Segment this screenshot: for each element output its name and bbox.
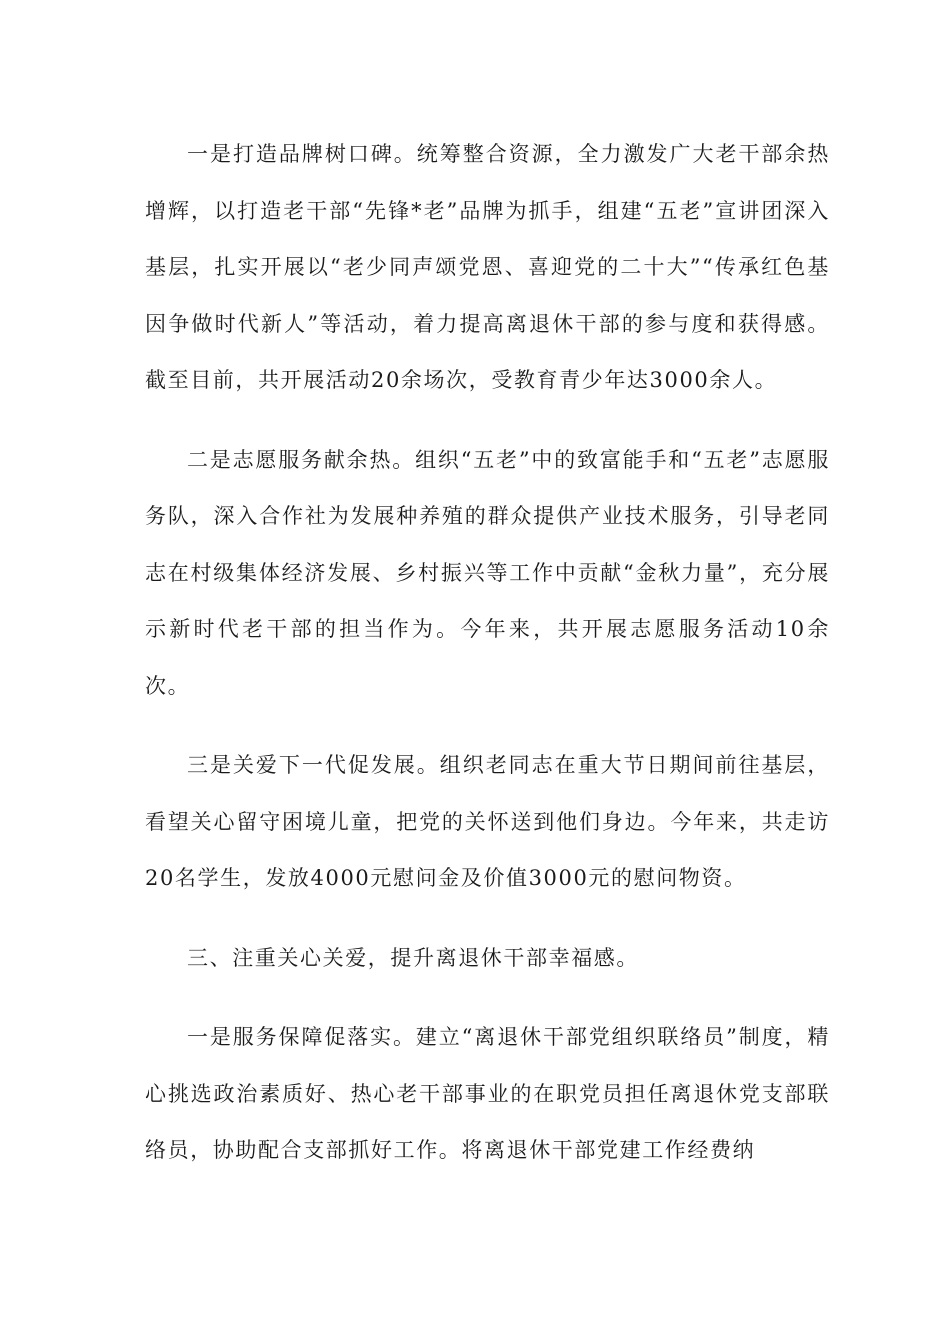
- paragraph-brand-building: 一是打造品牌树口碑。统筹整合资源，全力激发广大老干部余热增辉，以打造老干部“先锋*老”品牌为抓手，组建“五老”宣讲团深入基层，扎实开展以“老少同声颂党恩、喜迎党的二十大”“传承红色基因争做时代新人”等活动，着力提高离退休干部的参与度和获得感。截至目前，共开展活动20余场次，受教育青少年达3000余人。: [145, 142, 830, 392]
- paragraph-volunteer-service: 二是志愿服务献余热。组织“五老”中的致富能手和“五老”志愿服务队，深入合作社为发展种养殖的群众提供产业技术服务，引导老同志在村级集体经济发展、乡村振兴等工作中贡献“金秋力量”，充分展示新时代老干部的担当作为。今年来，共开展志愿服务活动10余次。: [145, 447, 830, 698]
- paragraph-service-guarantee: 一是服务保障促落实。建立“离退休干部党组织联络员”制度，精心挑选政治素质好、热心老干部事业的在职党员担任离退休党支部联络员，协助配合支部抓好工作。将离退休干部党建工作经费纳: [145, 1025, 830, 1162]
- section-heading-care: 三、注重关心关爱，提升离退休干部幸福感。: [187, 945, 639, 970]
- document-body: [145, 126, 830, 1179]
- paragraph-care-next-generation: 三是关爱下一代促发展。组织老同志在重大节日期间前往基层，看望关心留守困境儿童，把党的关怀送到他们身边。今年来，共走访20名学生，发放4000元慰问金及价值3000元的慰问物资。: [145, 753, 830, 890]
